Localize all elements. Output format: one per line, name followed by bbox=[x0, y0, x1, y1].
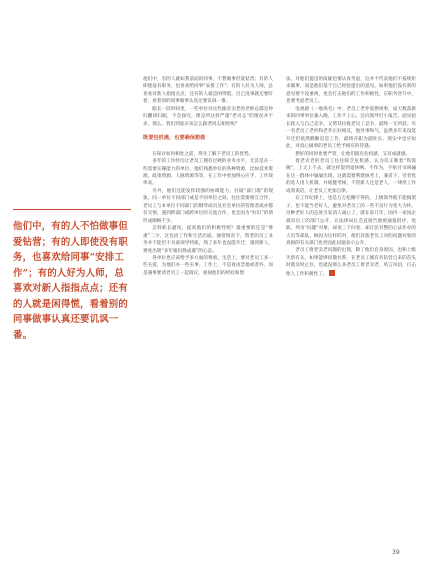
article-paragraph-last bbox=[286, 247, 416, 278]
article-paragraph: 在探讨如何相处之前，得先了解下老员工的优势。 bbox=[152, 151, 254, 157]
article-paragraph: 怎样抓长避短，提高他们的积极性呢？最重要的还是“尊重”二字，这包括工作和生活层面。通常情况下，资老的员工业务并不能但不具备领导特质，熟了多年也没能升迁，遇到新人，难免出现“多年媳妇熬成婆”的心态。 bbox=[143, 226, 273, 254]
article-paragraph: 摆好的同时也要严管，让他们既有危机感，又有成就感。 bbox=[295, 151, 411, 157]
pull-quote bbox=[13, 209, 131, 343]
article-column-middle bbox=[143, 76, 273, 277]
section-heading: 既要包机遇，也要确保想做 bbox=[143, 135, 206, 142]
article-paragraph: 法，对他们提出的质疑也要认真考虑，这并不代表他们不按规矩来做事，而是他们基于自己经验提出的意见。如果他们没有新的意见要不没重视，也会打击他们的工作积极性，在职务晋升中，也要考虑老员工。 bbox=[286, 77, 416, 105]
article-end-icon bbox=[329, 270, 335, 276]
article-paragraph: 多年的工作经历让老员工拥有过硬的业务水平，尤其是在一些需要实操能力的单位，他们熟悉单位的各种资源，比如技术资源、政策资源、人脉资源等等，在工作中更加得心应手，工作效率高。 bbox=[143, 159, 273, 187]
article-paragraph-text: 老员工倚老卖老问题的出现，除了他们自身原因，也和上级失察有关。如果能够扣微社系，在老员工刚有名钻营自来的苗头时就及时止住，也就没那么多老员工倚老卖老，风言风语，打击他人工作积极性了。 bbox=[286, 248, 416, 277]
pull-quote-text: 他们中，有的人不怕做事但爱钻营；有的人即使没有职务，也喜欢给同事“安排工作”；有的人好为人师，总喜欢对新人指指点点；还有的人就是闲得慌，看着别的同事做事认真还要讥讽一番。 bbox=[13, 221, 128, 341]
article-paragraph: 倚老卖老的老员工往往缺乏危机感，认为反正唯着“铁饭碗”，上又上不去，就这样混到退休啊。不作为，不贴甘书叫磕在这一群体中屡屡出现。这就需要利建纵考上，兼者下，劳者优的选人用人机制，并缓健考核，不管新人还是老人，一律用工作成效说话，让老员工更加自律。 bbox=[286, 158, 416, 194]
article-paragraph: 他们中，有的人就如我前面的同事，不想做事但爱钻营；有的人即使没有职务，也喜欢给同事“安排工作”；有的人好为人师，总喜欢对新人指指点点；还有的人就是闲得慌，自己没事就还要盯着，看着别的同事做事认真还要讥讽一番。 bbox=[143, 77, 273, 105]
article-paragraph: 在工作纪律上，也是万万松懈不得的。上级领导既不能搞架子，也不能当老好人，避免对老员工的一些不良行为宽大为怀。这种老好人的态度引发消人离心了，就在前几年，国内一家国企就向员工的部门公开，让法律局长会直接告他被通报批评，免职，列为“问题”对象，却说三个问卷，却让民对整的心法作办的人员等部队。顾因为这样的对，他们其他老员工对的问题对象的真相的有关部门也更因此问题表示公开。 bbox=[286, 196, 416, 246]
article-paragraph: 各单位也应该给予多方面的尊重。生活上，要对老员工多一些关爱，为他们办一些实事。工作上，不是再由恋他或者弃，而是遇事要请老员工一起商议，重视他们的经验和想 bbox=[143, 255, 273, 276]
article-column-right bbox=[286, 76, 416, 278]
article-paragraph: 另外，他们还能发挥较强的协调能力，打破“部门墙”的现象。同一单位不同部门或是不同单位之间，往往需要相互合作，老员工与本单位不同部门的钢琴成员及社会单位的管理者或亦都有交情，遇到跨部门或跨单位的交流合作，也会因为“好识”的情形成顺畅不少。 bbox=[143, 188, 273, 224]
page-number: 39 bbox=[392, 549, 400, 556]
article-paragraph: 电视剧《一地鸡毛》中，老员工老乔爱摆闲事，成天数落新来的同事单位兼入晚，工作不上心，还向领导打小报告，面见拍长轮入与自己竞争，又帮其拉拢老员工竞争，最终一无所获。另一名老员工老何和老乔正好相反，他处事和气，虽然多年来没能开迁但依然勤勤恳恳工作，最终开职为副处长。现实中也应如此，对真心做事的老员工给予相应的待遇。 bbox=[286, 106, 416, 150]
article-paragraph: 眼长一段时间里，一些单位对这些偷者卖老的老师总都是停归翻闭归眼，不会探究，像是所这样严谨“老司志”的情况并不多。那么，我们到底应该怎么跟老同志相处呢？ bbox=[143, 106, 273, 127]
